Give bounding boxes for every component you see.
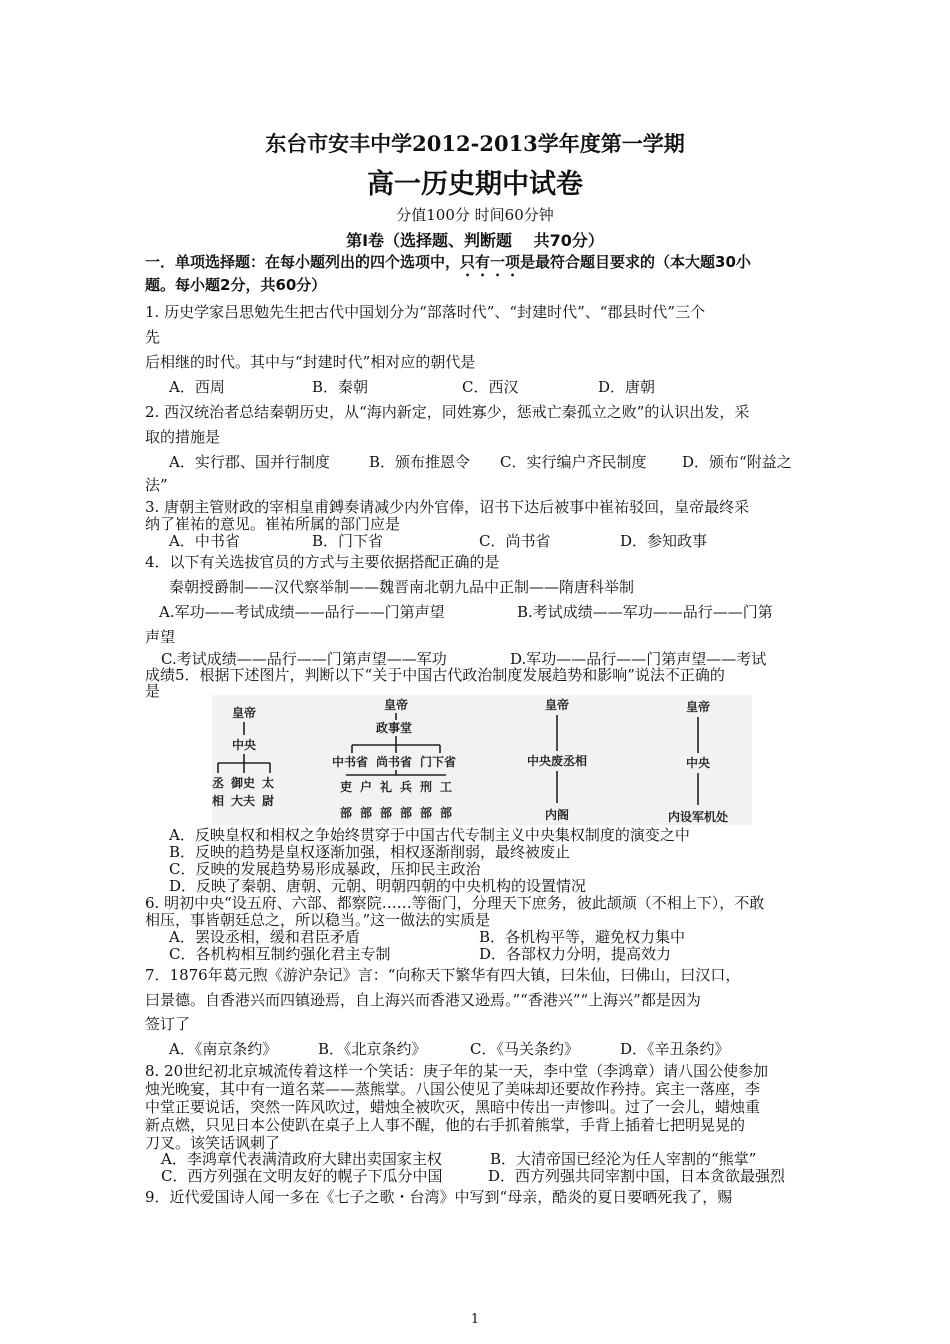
q7-line1: 7．1876年葛元煦《游沪杂记》言：“向称天下繁华有四大镇，曰朱仙，曰佛山，曰汉口， <box>145 966 741 984</box>
tang-bu-2: 户 <box>360 780 373 794</box>
q2-line2: 取的措施是 <box>145 428 221 446</box>
q2-option-d: D．颁布“附益之 <box>682 453 792 471</box>
tang-bu-6: 工 <box>440 780 453 794</box>
q4-option-b-tail: 声望 <box>145 628 176 646</box>
q1-option-a: A．西周 <box>169 378 225 396</box>
qin-center: 中央 <box>232 738 257 752</box>
q5-option-b: B．反映的趋势是皇权逐渐加强，相权逐渐削弱，最终被废止 <box>169 843 571 861</box>
q4-option-d: D.军功——品行——门第声望——考试 <box>510 650 767 668</box>
central-government-structure-diagram <box>212 695 752 825</box>
q5-option-a: A．反映皇权和相权之争始终贯穿于中国古代专制主义中央集权制度的演变之中 <box>169 826 690 844</box>
tang-bu-suffix-3: 部 <box>380 806 393 820</box>
q9-line1: 9．近代爱国诗人闻一多在《七子之歌・台湾》中写到“母亲，酷炎的夏日要晒死我了，赐 <box>145 1188 733 1206</box>
q8-option-a: A．李鸿章代表满清政府大肆出卖国家主权 <box>161 1150 442 1168</box>
q6-option-a: A．罢设丞相，缓和君臣矛盾 <box>169 928 360 946</box>
tang-shangshu: 尚书省 <box>376 755 413 769</box>
q7-line3: 签订了 <box>145 1015 191 1033</box>
school-title: 东台市安丰中学2012-2013学年度第一学期 <box>265 131 685 156</box>
qin-leaf-3-bottom: 尉 <box>262 794 275 808</box>
q2-option-d-tail: 法” <box>145 476 168 494</box>
q7-option-d: D．《辛丑条约》 <box>620 1040 730 1058</box>
q3-option-d: D．参知政事 <box>620 532 708 550</box>
q7-option-c: C．《马关条约》 <box>470 1040 579 1058</box>
q8-option-b: B．大清帝国已经沦为任人宰割的“熊掌” <box>490 1150 757 1168</box>
ming-emperor: 皇帝 <box>686 700 711 714</box>
q5-line1: 5．根据下述图片，判断以下“关于中国古代政治制度发展趋势和影响”说法不正确的 <box>175 666 725 684</box>
tang-bu-suffix-2: 部 <box>360 806 373 820</box>
tang-bu-5: 刑 <box>420 780 433 794</box>
tang-bu-1: 吏 <box>340 780 353 794</box>
ming-center: 中央 <box>686 756 711 770</box>
tang-bu-suffix-5: 部 <box>420 806 433 820</box>
q5-line2: 是 <box>145 682 161 700</box>
qin-leaf-3-top: 太 <box>262 776 275 790</box>
section-heading-cont: 题。每小题2分，共60分） <box>145 276 327 294</box>
score-time: 分值100分 时间60分钟 <box>396 206 554 224</box>
q8-option-c: C．西方列强在文明友好的幌子下瓜分中国 <box>161 1167 443 1185</box>
q4-option-a: A.军功——考试成绩——品行——门第声望 <box>159 603 445 621</box>
q4-line2: 秦朝授爵制——汉代察举制——魏晋南北朝九品中正制——隋唐科举制 <box>169 578 635 596</box>
q1-option-b: B．秦朝 <box>312 378 369 396</box>
q1-line3: 后相继的时代。其中与“封建时代”相对应的朝代是 <box>145 353 476 371</box>
tang-zhengshitang: 政事堂 <box>376 721 413 735</box>
tang-bu-3: 礼 <box>380 780 393 794</box>
q4-line1: 4．以下有关选拔官员的方式与主要依据搭配正确的是 <box>145 553 500 571</box>
qin-leaf-2-bottom: 大夫 <box>231 794 256 808</box>
q2-option-b: B．颁布推恩令 <box>369 453 471 471</box>
q2-option-a: A．实行郡、国并行制度 <box>169 453 330 471</box>
ming-junjichu: 内设军机处 <box>668 810 729 824</box>
qin-leaf-2-top: 御史 <box>231 776 256 790</box>
q4-option-c: C.考试成绩——品行——门第声望——军功 <box>161 650 447 668</box>
qin-leaf-1-top: 丞 <box>212 776 225 790</box>
yuan-center: 中央废丞相 <box>527 754 588 768</box>
q3-option-c: C．尚书省 <box>479 532 551 550</box>
q8-line5: 刀叉。该笑话讽刺了 <box>145 1134 281 1152</box>
yuan-cabinet: 内阁 <box>545 808 570 822</box>
q8-line3: 中堂正要说话，突然一阵风吹过，蜡烛全被吹灭，黑暗中传出一声惨叫。过了一会儿，蜡烛重 <box>145 1098 761 1116</box>
page-number: 1 <box>470 1312 480 1327</box>
tang-emperor: 皇帝 <box>384 698 409 712</box>
tang-bu-suffix-4: 部 <box>400 806 413 820</box>
q4-option-d-tail-text: 成绩 <box>145 666 176 684</box>
q3-line2: 纳了崔祐的意见。崔祐所属的部门应是 <box>145 515 401 533</box>
q5-option-d: D．反映了秦朝、唐朝、元朝、明朝四朝的中央机构的设置情况 <box>169 877 587 895</box>
q3-option-b: B．门下省 <box>312 532 384 550</box>
q1-option-c: C．西汉 <box>462 378 519 396</box>
yuan-emperor: 皇帝 <box>545 698 570 712</box>
q1-line2: 先 <box>145 328 161 346</box>
q1-line1: 1. 历史学家吕思勉先生把古代中国划分为“部落时代”、“封建时代”、“郡县时代”三个 <box>145 303 706 321</box>
q2-option-c: C．实行编户齐民制度 <box>500 453 647 471</box>
q7-option-a: A．《南京条约》 <box>169 1040 278 1058</box>
q6-option-c: C．各机构相互制约强化君主专制 <box>169 945 391 963</box>
tang-bu-suffix-6: 部 <box>440 806 453 820</box>
q6-option-d: D．各部权力分明，提高效力 <box>479 945 672 963</box>
q6-option-b: B．各机构平等，避免权力集中 <box>479 928 686 946</box>
tang-bu-4: 兵 <box>400 780 413 794</box>
section-heading-b: 是最符合题目要求的（本大题30小 <box>520 253 751 271</box>
tang-bu-suffix-1: 部 <box>340 806 353 820</box>
q8-line2: 烛光晚宴，其中有一道名菜——蒸熊掌。八国公使见了美味却还要故作矜持。宾主一落座，李 <box>145 1080 761 1098</box>
q8-line4: 新点燃，只见日本公使趴在桌子上人事不醒，他的右手抓着熊掌，手背上插着七把明晃晃的 <box>145 1116 746 1134</box>
qin-leaf-1-bottom: 相 <box>212 794 225 808</box>
q6-line1: 6. 明初中央“设五府、六部、都察院……等衙门，分理天下庶务，彼此颉颃（不相上下），不敢 <box>145 894 765 912</box>
tang-menxia: 门下省 <box>420 755 457 769</box>
tang-zhongshu: 中书省 <box>332 755 369 769</box>
section-heading-a: 一．单项选择题：在每小题列出的四个选项中， <box>145 253 461 271</box>
q6-line2: 相压，事皆朝廷总之，所以稳当。”这一做法的实质是 <box>145 911 491 929</box>
q3-option-a: A．中书省 <box>169 532 240 550</box>
q7-option-b: B．《北京条约》 <box>318 1040 427 1058</box>
q1-option-d: D．唐朝 <box>598 378 656 396</box>
qin-emperor: 皇帝 <box>232 706 257 720</box>
q3-line1: 3. 唐朝主管财政的宰相皇甫鎛奏请减少内外官俸，诏书下达后被事中崔祐驳回，皇帝最终采 <box>145 498 750 516</box>
q5-option-c: C．反映的发展趋势易形成暴政，压抑民主政治 <box>169 860 481 878</box>
section-heading-emphasis: 只有一项 <box>460 253 521 271</box>
q7-line2: 曰景德。自香港兴而四镇逊焉，自上海兴而香港又逊焉。”“香港兴”“上海兴”都是因为 <box>145 991 701 1009</box>
part-title: 第Ⅰ卷（选择题、判断题 共70分） <box>346 231 604 250</box>
q8-option-d: D．西方列强共同宰割中国，日本贪欲最强烈 <box>488 1167 786 1185</box>
q4-option-b: B.考试成绩——军功——品行——门第 <box>517 603 773 621</box>
q2-line1: 2. 西汉统治者总结秦朝历史，从“海内新定，同姓寡少，惩戒亡秦孤立之败”的认识出发，采 <box>145 403 750 421</box>
q8-line1: 8. 20世纪初北京城流传着这样一个笑话：庚子年的某一天，李中堂（李鸿章）请八国公使参加 <box>145 1062 769 1080</box>
exam-title: 高一历史期中试卷 <box>367 169 583 200</box>
q4-option-d-tail <box>145 666 725 684</box>
